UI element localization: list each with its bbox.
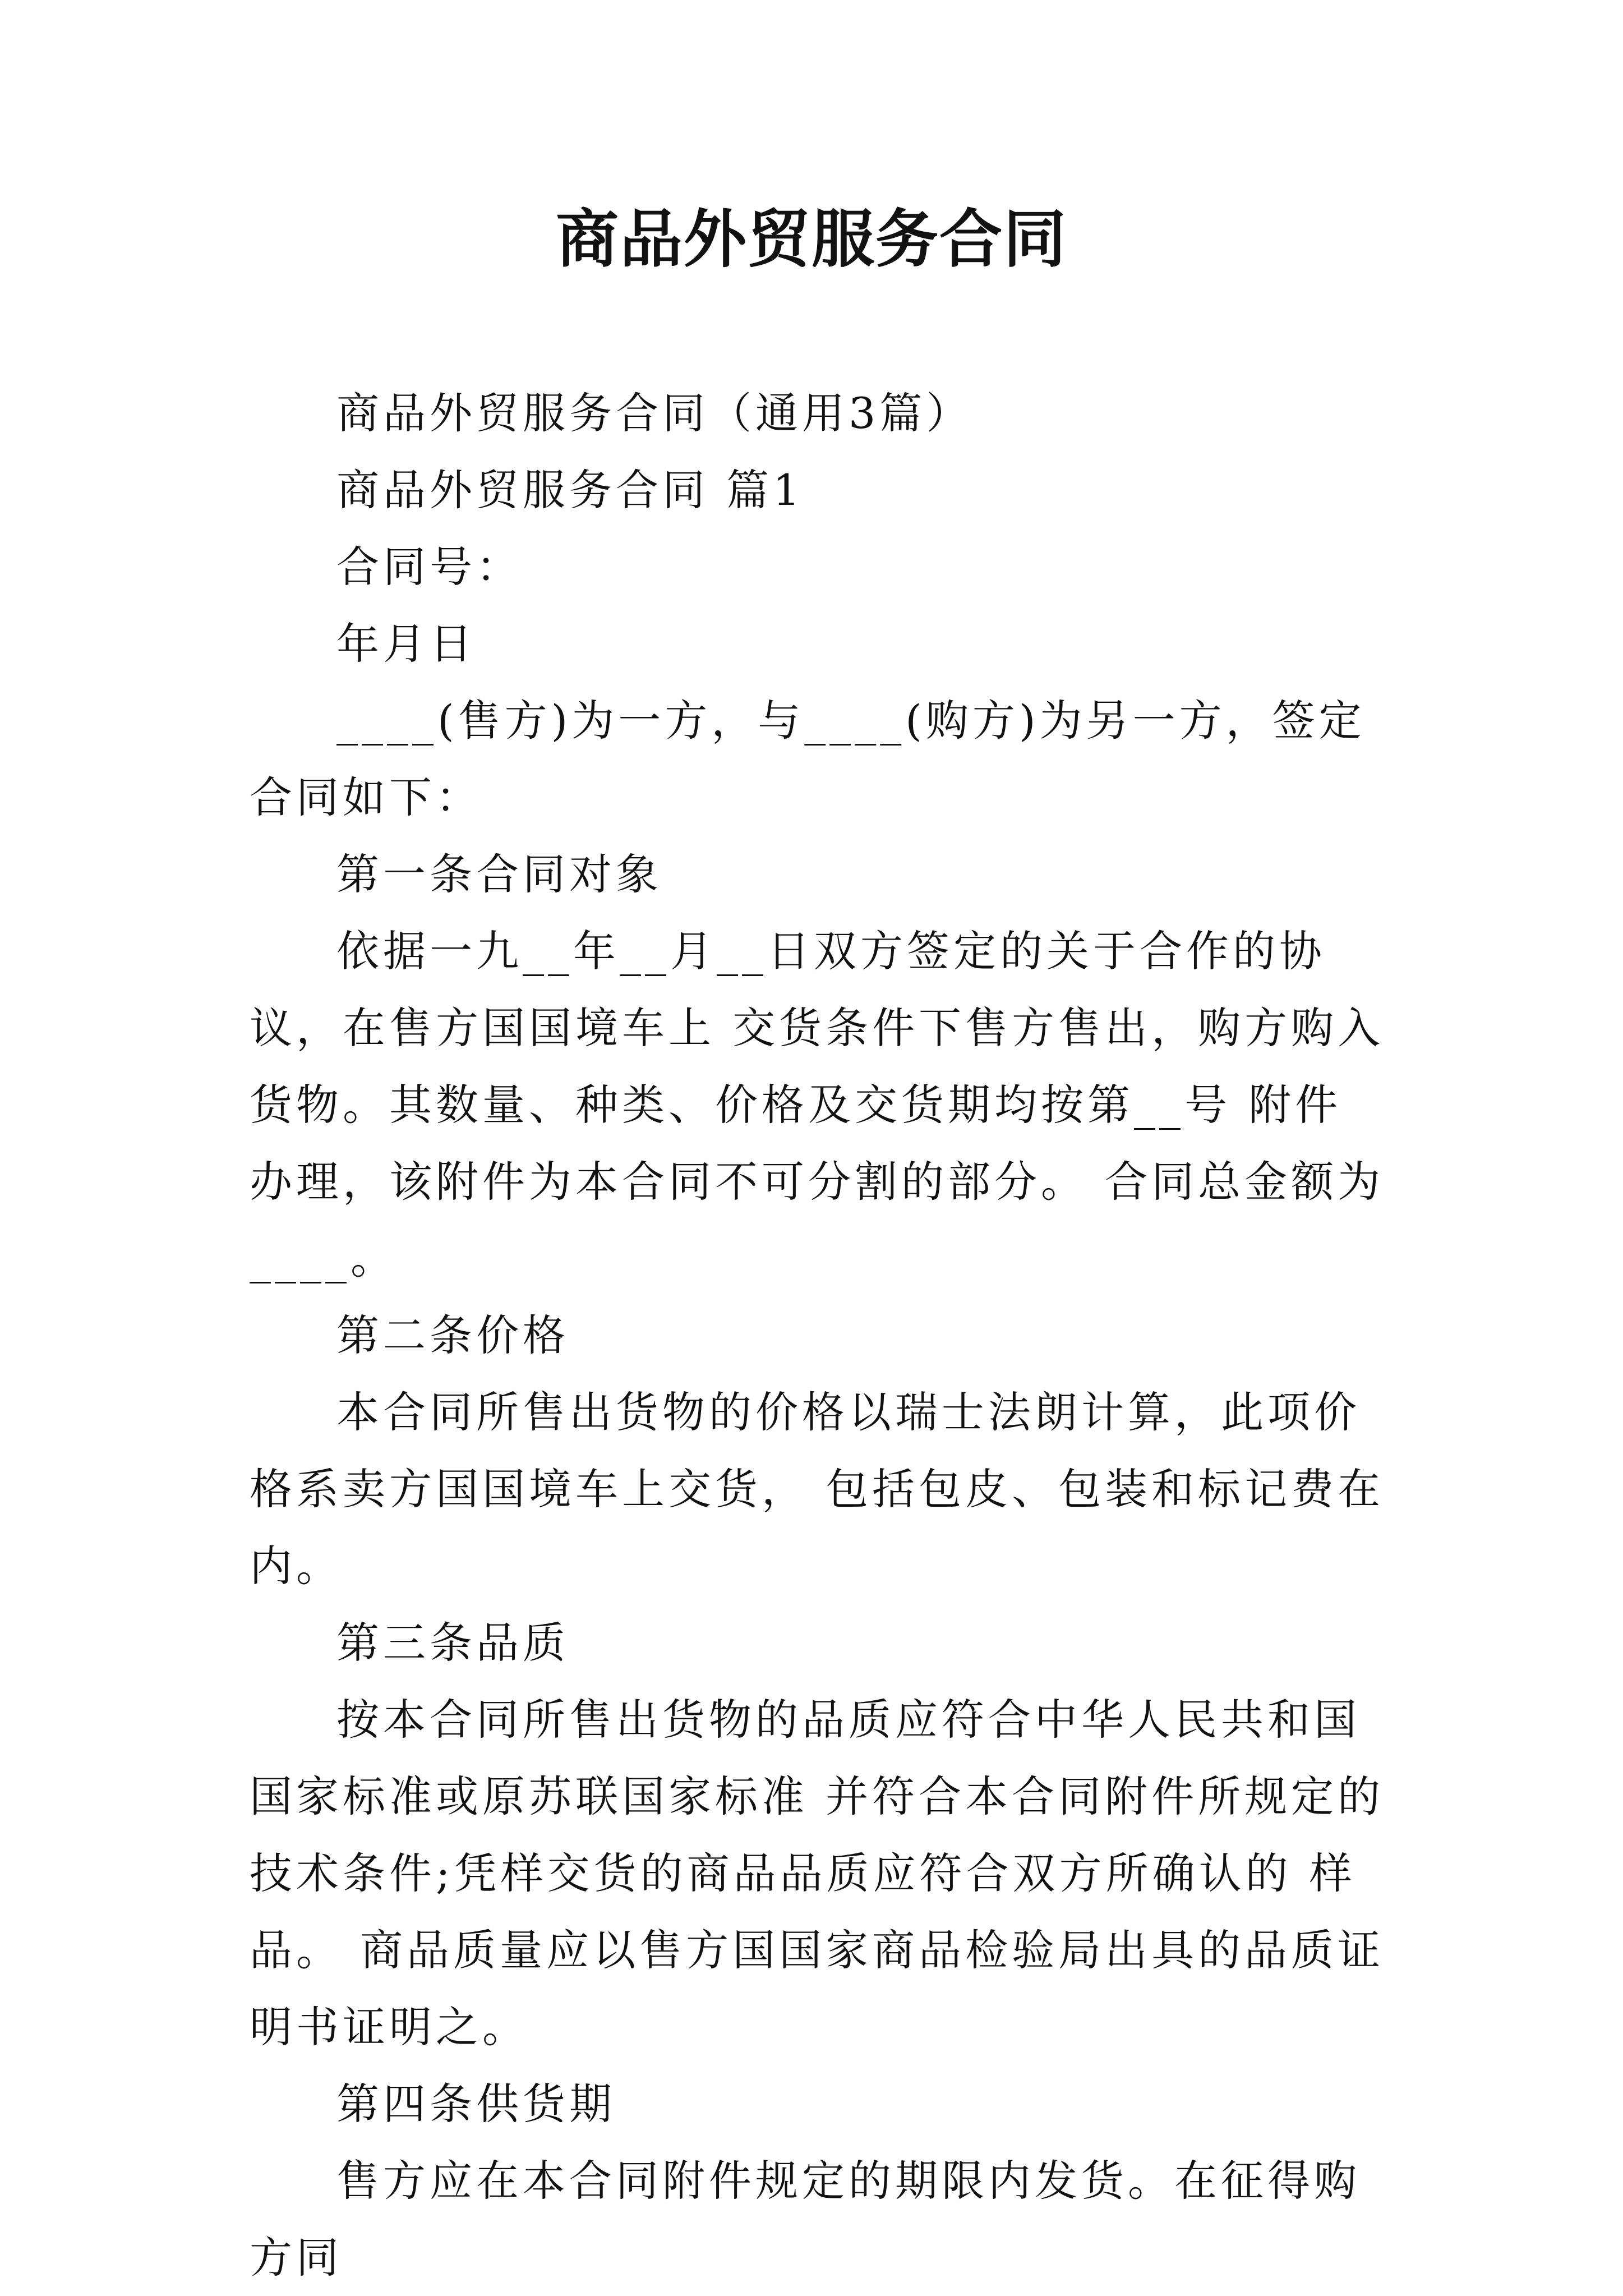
article-1-heading: 第一条合同对象 bbox=[336, 849, 662, 899]
document-body bbox=[250, 375, 1388, 2296]
document-title: 商品外贸服务合同 bbox=[556, 203, 1067, 276]
article-2-text: 本合同所售出货物的价格以瑞士法朗计算，此项价格系卖方国国境车上交货， 包括包皮、包装和标记费在内。 bbox=[250, 1387, 1385, 1591]
paragraph-part-heading: 商品外贸服务合同 篇1 bbox=[336, 465, 804, 515]
article-2-heading: 第二条价格 bbox=[336, 1310, 569, 1360]
paragraph-date: 年月日 bbox=[336, 619, 476, 669]
paragraph-parties: ____(售方)为一方，与____(购方)为另一方，签定合同如下： bbox=[250, 696, 1366, 822]
paragraph-contract-number: 合同号： bbox=[336, 542, 523, 592]
article-4-text: 售方应在本合同附件规定的期限内发货。在征得购方同 bbox=[250, 2156, 1361, 2283]
paragraph-subtitle: 商品外贸服务合同（通用3篇） bbox=[336, 388, 973, 438]
article-3-heading: 第三条品质 bbox=[336, 1618, 569, 1668]
article-4-heading: 第四条供货期 bbox=[336, 2079, 616, 2129]
article-1-text: 依据一九__年__月__日双方签定的关于合作的协议，在售方国国境车上 交货条件下售方售出，购方购入货物。其数量、种类、价格及交货期均按第__号 附件办理，该附件为本合同不可分割的部分。 合同总金额为____。 bbox=[250, 926, 1385, 1283]
article-3-text: 按本合同所售出货物的品质应符合中华人民共和国国家标准或原苏联国家标准 并符合本合同附件所规定的技术条件;凭样交货的商品品质应符合双方所确认的 样品。 商品质量应以售方国国家商品检验局出具的品质证明书证明之。 bbox=[250, 1695, 1385, 2052]
